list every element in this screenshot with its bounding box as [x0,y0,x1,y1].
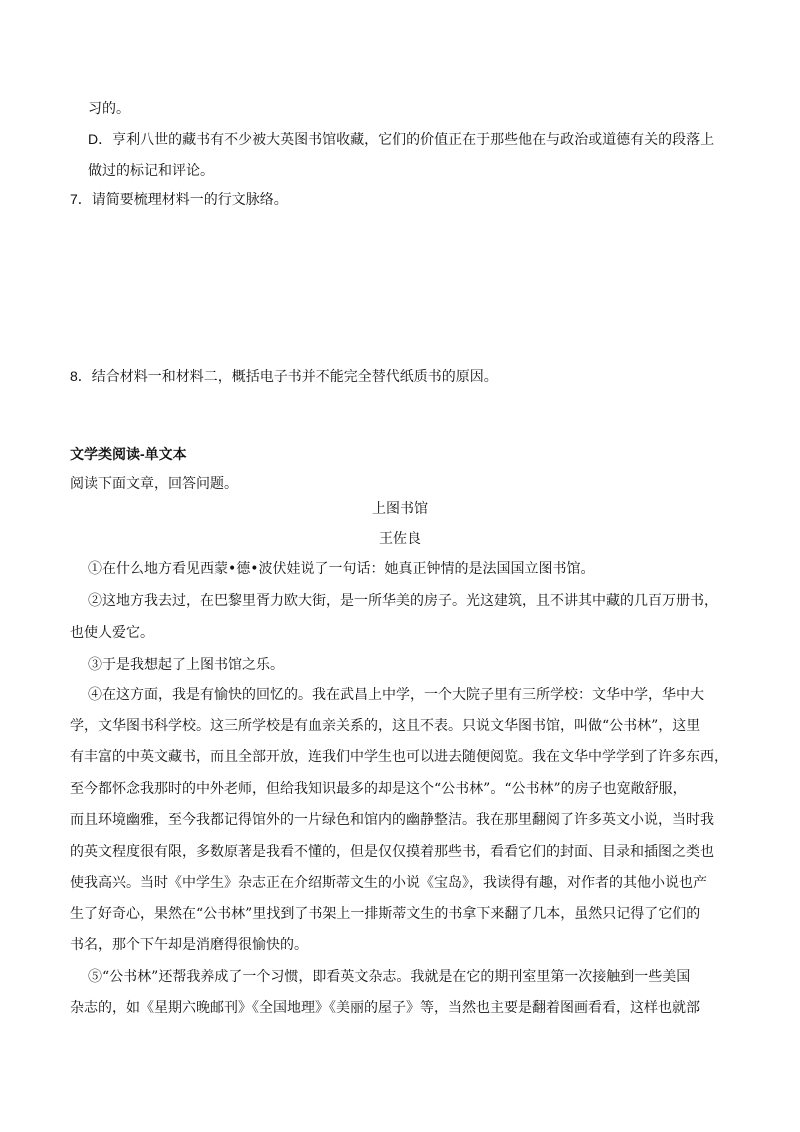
article-title: 上图书馆 [372,501,428,517]
paragraph-4-line-4: 至今都怀念我那时的中外老师，但给我知识最多的却是这个“公书林”。“公书林”的房子也宽敞舒服， [70,781,687,797]
reading-instruction: 阅读下面文章，回答问题。 [70,475,238,491]
option-d-line-2: 做过的标记和评论。 [88,162,214,178]
paragraph-4-line-1: ④在这方面，我是有愉快的回忆的。我在武昌上中学，一个大院子里有三所学校：文华中学，华中大 [88,687,704,703]
paragraph-4-line-5: 而且环境幽雅，至今我都记得馆外的一片绿色和馆内的幽静整洁。我在那里翻阅了许多英文小说，当时我 [70,812,714,828]
question-8: 8．结合材料一和材料二，概括电子书并不能完全替代纸质书的原因。 [70,368,498,384]
paragraph-4-line-8: 生了好奇心，果然在“公书林”里找到了书架上一排斯蒂文生的书拿下来翻了几本，虽然只记得了它们的 [70,906,701,922]
paragraph-1: ①在什么地方看见西蒙•德•波伏娃说了一句话：她真正钟情的是法国国立图书馆。 [88,561,595,577]
paragraph-2-line-2: 也使人爱它。 [70,625,154,641]
paragraph-5-line-1: ⑤“公书林”还帮我养成了一个习惯，即看英文杂志。我就是在它的期刊室里第一次接触到一些美国 [88,969,691,985]
paragraph-3: ③于是我想起了上图书馆之乐。 [88,657,284,673]
question-7: 7．请简要梳理材料一的行文脉络。 [70,191,288,207]
previous-option-tail: 习的。 [88,100,130,116]
paragraph-4-line-2: 学，文华图书科学校。这三所学校是有血亲关系的，这且不表。只说文华图书馆，叫做“公书林”，这里 [70,718,701,734]
paragraph-4-line-3: 有丰富的中英文藏书，而且全部开放，连我们中学生也可以进去随便阅览。我在文华中学学到了许多东西， [70,749,728,765]
paragraph-4-line-6: 的英文程度很有限，多数原著是我看不懂的，但是仅仅摸着那些书，看看它们的封面、目录和插图之类也 [70,844,714,860]
paragraph-2-line-1: ②这地方我去过，在巴黎里胥力欧大街，是一所华美的房子。光这建筑，且不讲其中藏的几百万册书， [88,593,718,609]
paragraph-5-line-2: 杂志的，如《星期六晚邮刊》《全国地理》《美丽的屋子》等，当然也主要是翻着图画看看，这样也就部 [70,1000,700,1016]
paragraph-4-line-9: 书名，那个下午却是消磨得很愉快的。 [70,937,308,953]
paragraph-4-line-7: 使我高兴。当时《中学生》杂志正在介绍斯蒂文生的小说《宝岛》，我读得有趣，对作者的其他小说也产 [70,875,707,891]
article-author: 王佐良 [379,531,421,547]
section-heading: 文学类阅读-单文本 [70,446,187,462]
option-d-line-1: D．亨利八世的藏书有不少被大英图书馆收藏，它们的价值正在于那些他在与政治或道德有关的段落上 [88,131,715,147]
